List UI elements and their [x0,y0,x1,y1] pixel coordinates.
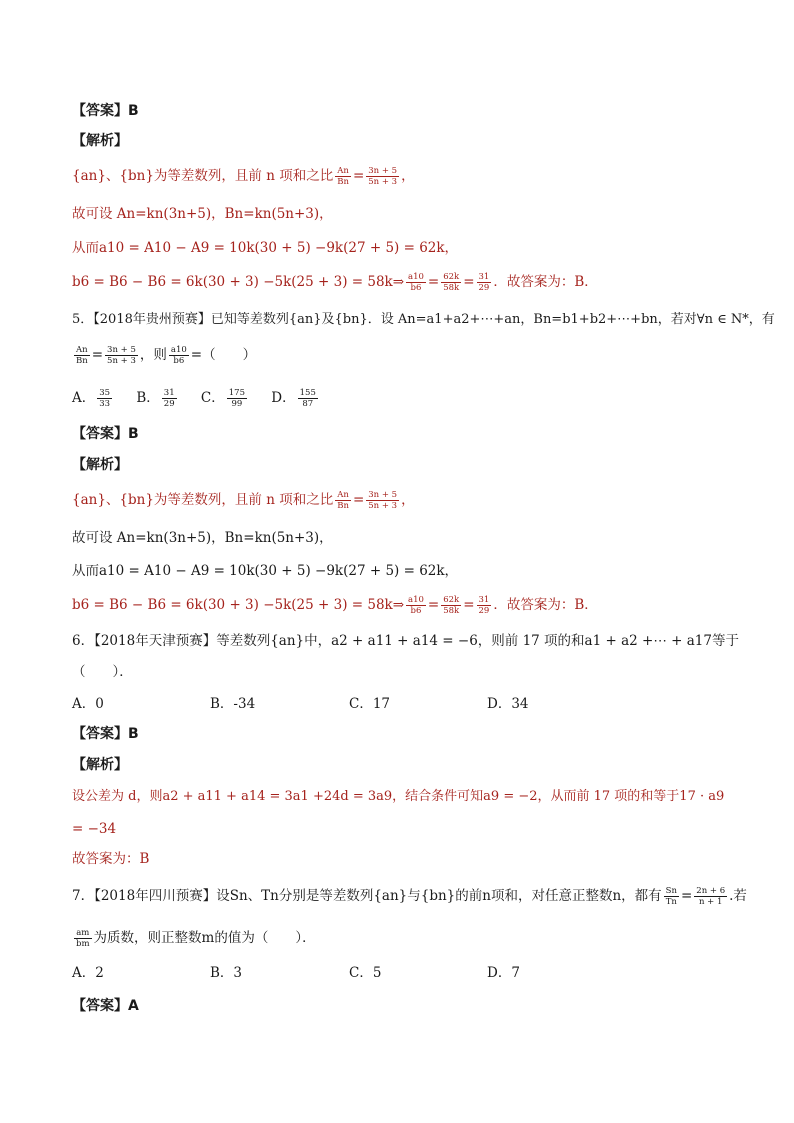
option-c: C．5 [349,965,382,981]
solution-line-2: 故可设 An=kn(3n+5)，Bn=kn(5n+3)， [72,530,333,546]
solution-line-3: 故答案为：B [72,851,150,867]
solution-line-3: 从而a10 = A10 − A9 = 10k(30 + 5) −9k(27 + 5) = 62k， [72,240,459,256]
analysis-label: 【解析】 [72,133,128,149]
solution-line-2: = −34 [72,821,117,837]
question-6-stem-2: （ ）． [72,664,133,680]
question-5-options [72,388,320,409]
option-d: D．7 [487,965,520,981]
option-d: D． $\frac{155}{87}$ [271,388,316,409]
option-b: B． $\frac{31}{29}$ [136,388,175,409]
answer-label: 【答案】A [72,998,139,1014]
question-5-stem: 5．【2018年贵州预赛】已知等差数列{an}及{bn}．设 An=a1+a2+⋯+an，Bn=b1+b2+⋯+bn，若对∀n ∈ N*，有 [72,312,775,327]
solution-line-1: 设公差为 d，则a2 + a11 + a14 = 3a1 +24d = 3a9，结合条件可知a9 = −2，从而前 17 项的和等于17 · a9 [72,789,725,804]
solution-line-1: {an}、{bn}为等差数列，且前 n 项和之比 $\frac{An}{Bn}$ = $\frac{3n + 5}{5n + 3}$ ， [72,166,415,187]
analysis-label: 【解析】 [72,457,128,473]
option-c: C． $\frac{175}{99}$ [200,388,245,409]
question-7-stem: 7．【2018年四川预赛】设Sn、Tn分别是等差数列{an}与{bn}的前n项和，对任意正整数n，都有 $\frac{Sn}{Tn}$ = $\frac{2n + 6}{n + 1}$ .若 [72,886,747,907]
question-5-stem-2: $\frac{An}{Bn}$ = $\frac{3n + 5}{5n + 3}$ ，则 $\frac{a10}{b6}$ =（ ） [76,345,257,366]
option-a: A．0 [72,696,104,712]
solution-line-4: b6 = B6 − B6 = 6k(30 + 3) −5k(25 + 3) = 58k⇒ $\frac{a10}{b6}$ = $\frac{62k}{58k}$ = $\frac{31}{29}$ ．故答案为：B． [72,272,598,293]
option-b: B．-34 [210,696,256,712]
option-d: D．34 [487,696,529,712]
answer-label: 【答案】B [72,103,139,119]
option-c: C．17 [349,696,391,712]
analysis-label: 【解析】 [72,757,128,773]
solution-line-2: 故可设 An=kn(3n+5)，Bn=kn(5n+3)， [72,206,333,222]
solution-line-3: 从而a10 = A10 − A9 = 10k(30 + 5) −9k(27 + 5) = 62k， [72,563,459,579]
answer-label: 【答案】B [72,726,139,742]
option-a: A． $\frac{35}{33}$ [72,388,111,409]
answer-label: 【答案】B [72,426,139,442]
option-a: A．2 [72,965,104,981]
option-b: B．3 [210,965,243,981]
solution-line-4: b6 = B6 − B6 = 6k(30 + 3) −5k(25 + 3) = 58k⇒ $\frac{a10}{b6}$ = $\frac{62k}{58k}$ = $\frac{31}{29}$ ．故答案为：B． [72,595,598,616]
question-6-stem: 6．【2018年天津预赛】等差数列{an}中，a2 + a11 + a14 = −6，则前 17 项的和a1 + a2 +⋯ + a17等于 [72,633,739,649]
question-7-stem-2: $\frac{am}{bm}$ 为质数，则正整数m的值为（ ）． [76,928,316,949]
solution-line-1: {an}、{bn}为等差数列，且前 n 项和之比 $\frac{An}{Bn}$ = $\frac{3n + 5}{5n + 3}$ ， [72,490,415,511]
